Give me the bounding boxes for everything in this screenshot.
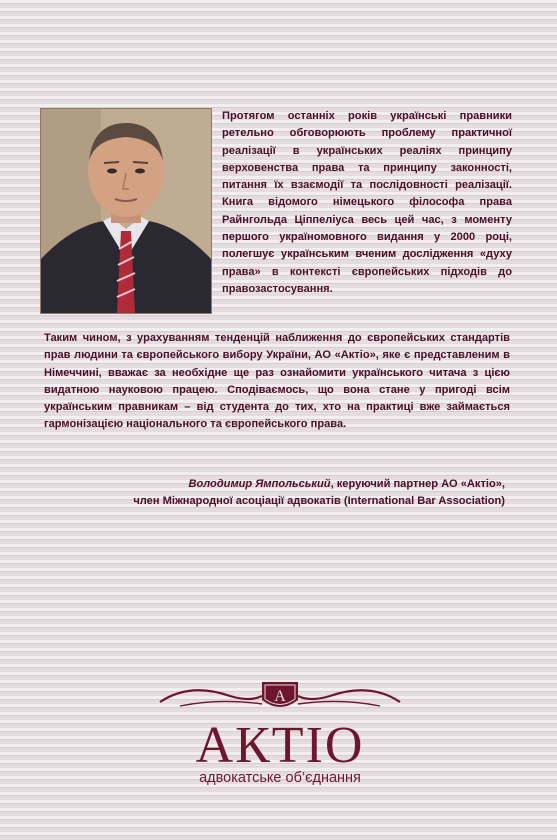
portrait-image (41, 109, 211, 313)
intro-paragraph: Протягом останніх років українські правники ретельно обговорюють проблему практичної реалізації в українських реаліях принципу верховенства права та принципу законності, питання їх взаємодії та послідовності реалізації. Книга відомого німецького філософа права Райнгольда Ціппеліуса весь цей час, з моменту першого україномовного видання у 2000 році, полегшує українським вченим дослідження «духу права» в контексті європейських підходів до правозастосування. (222, 110, 512, 295)
logo-wordmark: АКТІО (195, 717, 365, 774)
logo-subtitle: адвокатське об’єднання (199, 770, 361, 786)
logo-emblem-icon (150, 674, 410, 718)
logo-emblem-letter: A (274, 688, 286, 705)
author-portrait (40, 108, 212, 314)
signature-role: , керуючий партнер АО «Актіо», (330, 478, 505, 490)
main-paragraph: Таким чином, з урахуванням тенденцій наближення до європейських стандартів прав людини та європейського вибору України, АО «Актіо», яке є представленим в Німеччині, вважає за необхідне ще раз ознайомити українського читача з цією видатною науковою працею. Сподіваємось, що вона стане у пригоді всім українським правникам – від студента до тих, хто на практиці вже займається гармонізацією національного та європейського права. (44, 332, 510, 431)
signature-line-1 (44, 476, 505, 493)
aktio-logo (150, 674, 410, 794)
signature-name: Володимир Ямпольський (188, 478, 331, 490)
signature-block (44, 476, 505, 511)
signature-line-2: член Міжнародної асоціації адвокатів (International Bar Association) (133, 495, 505, 508)
